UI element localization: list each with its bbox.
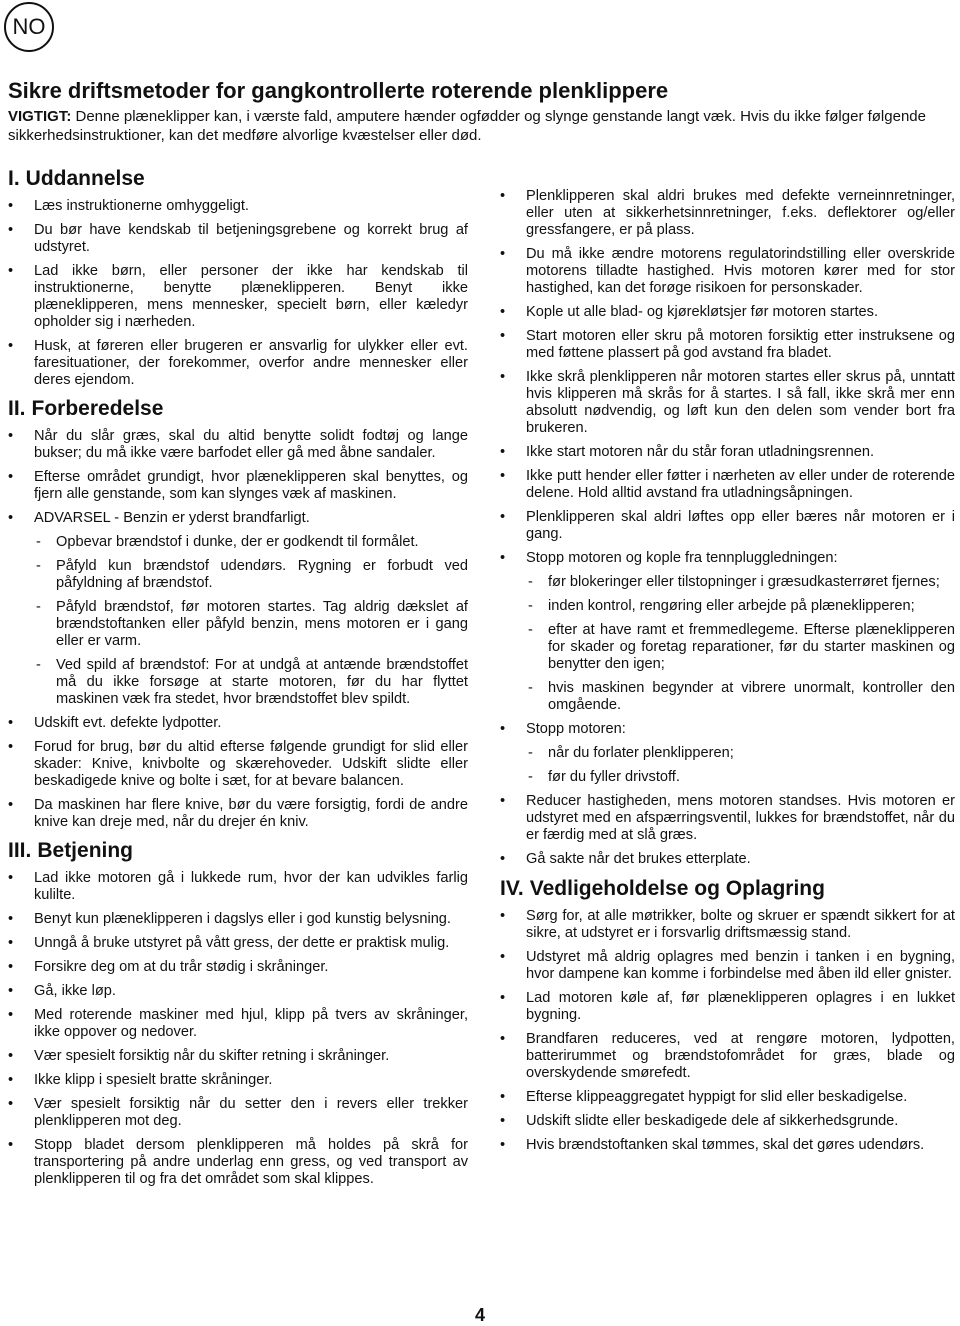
language-badge: NO <box>4 2 54 52</box>
list-item: • Udstyret må aldrig oplagres med benzin i tanken i en bygning, hvor dampene kan komme i forbindelse med åben ild eller gnister. <box>500 949 955 983</box>
list-item: • Ikke putt hender eller føtter i nærheten av eller under de roterende delene. Hold alltid avstand fra utladningsåpningen. <box>500 468 955 502</box>
list-item: • Udskift evt. defekte lydpotter. <box>8 715 468 732</box>
left-column <box>8 166 468 1195</box>
section-heading-4 <box>500 876 955 902</box>
page-title: Sikre driftsmetoder for gangkontrollerte roterende plenklippere <box>8 78 669 103</box>
list-item: • Gå, ikke løp. <box>8 983 468 1000</box>
list-item: • Forud for brug, bør du altid efterse følgende grundigt for slid eller skader: Knive, knivbolte og skærehoveder. Udskift slidte eller beskadigede knive og bolte i sæt, for at bevare balancen. <box>8 739 468 790</box>
list-item: • Kople ut alle blad- og kjørekløtsjer før motoren startes. <box>500 304 955 321</box>
section-title: Vedligeholdelse og Oplagring <box>529 877 825 900</box>
list-item: • Husk, at føreren eller brugeren er ansvarlig for ulykker eller evt. faresituationer, der forekommer, overfor andre mennesker eller deres ejendom. <box>8 338 468 389</box>
list-item: • Forsikre deg om at du trår stødig i skråninger. <box>8 959 468 976</box>
section-list-3-continued <box>500 188 955 567</box>
list-item: • Efterse området grundigt, hvor plæneklipperen skal benyttes, og fjern alle genstande, som kan slynges væk af maskinen. <box>8 469 468 503</box>
sub-list-item: - efter at have ramt et fremmedlegeme. Efterse plæneklipperen for skader og foretag reparationer, før du starter maskinen og benytter den igen; <box>526 622 955 673</box>
list-item: • Hvis brændstoftanken skal tømmes, skal det gøres udendørs. <box>500 1137 955 1154</box>
list-item: • Lad ikke børn, eller personer der ikke har kendskab til instruktionerne, benytte plæneklipperen. Benyt ikke plæneklipperen, mens mennesker, specielt børn, eller kæledyr opholder sig i nærheden. <box>8 263 468 331</box>
list-item: • Stopp motoren og kople fra tennpluggledningen: <box>500 550 955 567</box>
sub-list-item: - Opbevar brændstof i dunke, der er godkendt til formålet. <box>34 534 468 551</box>
sub-list-item: - hvis maskinen begynder at vibrere unormalt, kontroller den omgående. <box>526 680 955 714</box>
list-item: • Ikke start motoren når du står foran utladningsrennen. <box>500 444 955 461</box>
list-item: • Plenklipperen skal aldri løftes opp eller bæres når motoren er i gang. <box>500 509 955 543</box>
section-list-4 <box>500 908 955 1154</box>
sub-list-item: - før blokeringer eller tilstopninger i græsudkasterrøret fjernes; <box>526 574 955 591</box>
list-item: • Ikke klipp i spesielt bratte skråninger. <box>8 1072 468 1089</box>
list-item: • Stopp bladet dersom plenklipperen må holdes på skrå for transportering på andre underlag enn gress, og ved transport av plenklipperen til og fra det området som skal klippes. <box>8 1137 468 1188</box>
sub-list-item: - når du forlater plenklipperen; <box>526 745 955 762</box>
section-number: I. <box>8 167 20 190</box>
intro-label: VIGTIGT: <box>8 108 72 125</box>
sub-list <box>500 745 955 786</box>
list-item: • Da maskinen har flere knive, bør du være forsigtig, fordi de andre knive kan dreje med, når du drejer én kniv. <box>8 797 468 831</box>
sub-list-item: - Ved spild af brændstof: For at undgå at antænde brændstoffet må du ikke forsøge at starte motoren, før du har flyttet maskinen væk fra stedet, hvor brændstoffet blev spildt. <box>34 657 468 708</box>
page-number: 4 <box>474 1305 485 1325</box>
list-item: • Brandfaren reduceres, ved at rengøre motoren, lydpotten, batterirummet og brændstofområdet for græs, blade og overskydende smørefedt. <box>500 1031 955 1082</box>
list-item: • Start motoren eller skru på motoren forsiktig etter instruksene og med føttene plassert på god avstand fra bladet. <box>500 328 955 362</box>
sub-list <box>500 574 955 714</box>
section-list-2 <box>8 428 468 527</box>
section-title: Uddannelse <box>25 167 145 190</box>
section-number: II. <box>8 397 26 420</box>
sub-list-item: - Påfyld kun brændstof udendørs. Rygning er forbudt ved påfyldning af brændstof. <box>34 558 468 592</box>
intro-text: Denne plæneklipper kan, i værste fald, amputere hænder ogfødder og slynge genstande langt væk. Hvis du ikke følger følgende sikkerhedsinstruktioner, kan det medføre alvorlige kvæstelser eller død. <box>8 108 926 144</box>
section-list-3-continued-c <box>500 793 955 868</box>
list-item: • Efterse klippeaggregatet hyppigt for slid eller beskadigelse. <box>500 1089 955 1106</box>
right-column <box>500 188 955 1161</box>
section-number: IV. <box>500 877 524 900</box>
list-item: • Du må ikke ændre motorens regulatorindstilling eller overskride motorens tilladte hastighed. Hvis motoren kører med for stor hastighed, kan det forøge risikoen for personskader. <box>500 246 955 297</box>
section-number: III. <box>8 839 32 862</box>
list-item: • Plenklipperen skal aldri brukes med defekte verneinnretninger, eller uten at sikkerhetsinnretninger, f.eks. deflektorer og/eller gressfangere, er på plass. <box>500 188 955 239</box>
list-item: • Du bør have kendskab til betjeningsgrebene og korrekt brug af udstyret. <box>8 222 468 256</box>
section-title: Forberedelse <box>31 397 164 420</box>
list-item: • Stopp motoren: <box>500 721 955 738</box>
section-list-2b <box>8 715 468 831</box>
list-item: • Når du slår græs, skal du altid benytte solidt fodtøj og lange bukser; du må ikke være barfodet eller gå med åbne sandaler. <box>8 428 468 462</box>
list-item: • Lad ikke motoren gå i lukkede rum, hvor der kan udvikles farlig kulilte. <box>8 870 468 904</box>
list-item: • Læs instruktionerne omhyggeligt. <box>8 198 468 215</box>
sub-list-item: - inden kontrol, rengøring eller arbejde på plæneklipperen; <box>526 598 955 615</box>
section-list-3 <box>8 870 468 1188</box>
list-item: • ADVARSEL - Benzin er yderst brandfarligt. <box>8 510 468 527</box>
list-item: • Unngå å bruke utstyret på vått gress, der dette er praktisk mulig. <box>8 935 468 952</box>
list-item: • Lad motoren køle af, før plæneklipperen oplagres i en lukket bygning. <box>500 990 955 1024</box>
list-item: • Ikke skrå plenklipperen når motoren startes eller skrus på, unntatt hvis klipperen må skrås for å startes. I så fall, ikke skrå mer enn absolutt nødvendig, og løft kun den delen som vender bort fra brukeren. <box>500 369 955 437</box>
sub-list-item: - Påfyld brændstof, før motoren startes. Tag aldrig dækslet af brændstoftanken eller påfyld benzin, mens motoren er i gang eller er varm. <box>34 599 468 650</box>
list-item: • Benyt kun plæneklipperen i dagslys eller i god kunstig belysning. <box>8 911 468 928</box>
list-item: • Sørg for, at alle møtrikker, bolte og skruer er spændt sikkert for at sikre, at udstyret er i forsvarlig driftsmæssig stand. <box>500 908 955 942</box>
sub-list-item: - før du fyller drivstoff. <box>526 769 955 786</box>
list-item: • Udskift slidte eller beskadigede dele af sikkerhedsgrunde. <box>500 1113 955 1130</box>
list-item: • Med roterende maskiner med hjul, klipp på tvers av skråninger, ikke oppover og nedover. <box>8 1007 468 1041</box>
section-heading-2 <box>8 396 468 422</box>
section-list-1 <box>8 198 468 389</box>
section-title: Betjening <box>37 839 134 862</box>
sub-list <box>8 534 468 708</box>
list-item: • Gå sakte når det brukes etterplate. <box>500 851 955 868</box>
section-heading-3 <box>8 838 468 864</box>
list-item: • Reducer hastigheden, mens motoren standses. Hvis motoren er udstyret med en afspærringsventil, lukkes for brændstoffet, når du er færdig med at slå græs. <box>500 793 955 844</box>
section-heading-1 <box>8 166 468 192</box>
intro-paragraph <box>8 107 953 145</box>
list-item: • Vær spesielt forsiktig når du setter den i revers eller trekker plenklipperen mot deg. <box>8 1096 468 1130</box>
section-list-3-continued-b <box>500 721 955 738</box>
list-item: • Vær spesielt forsiktig når du skifter retning i skråninger. <box>8 1048 468 1065</box>
